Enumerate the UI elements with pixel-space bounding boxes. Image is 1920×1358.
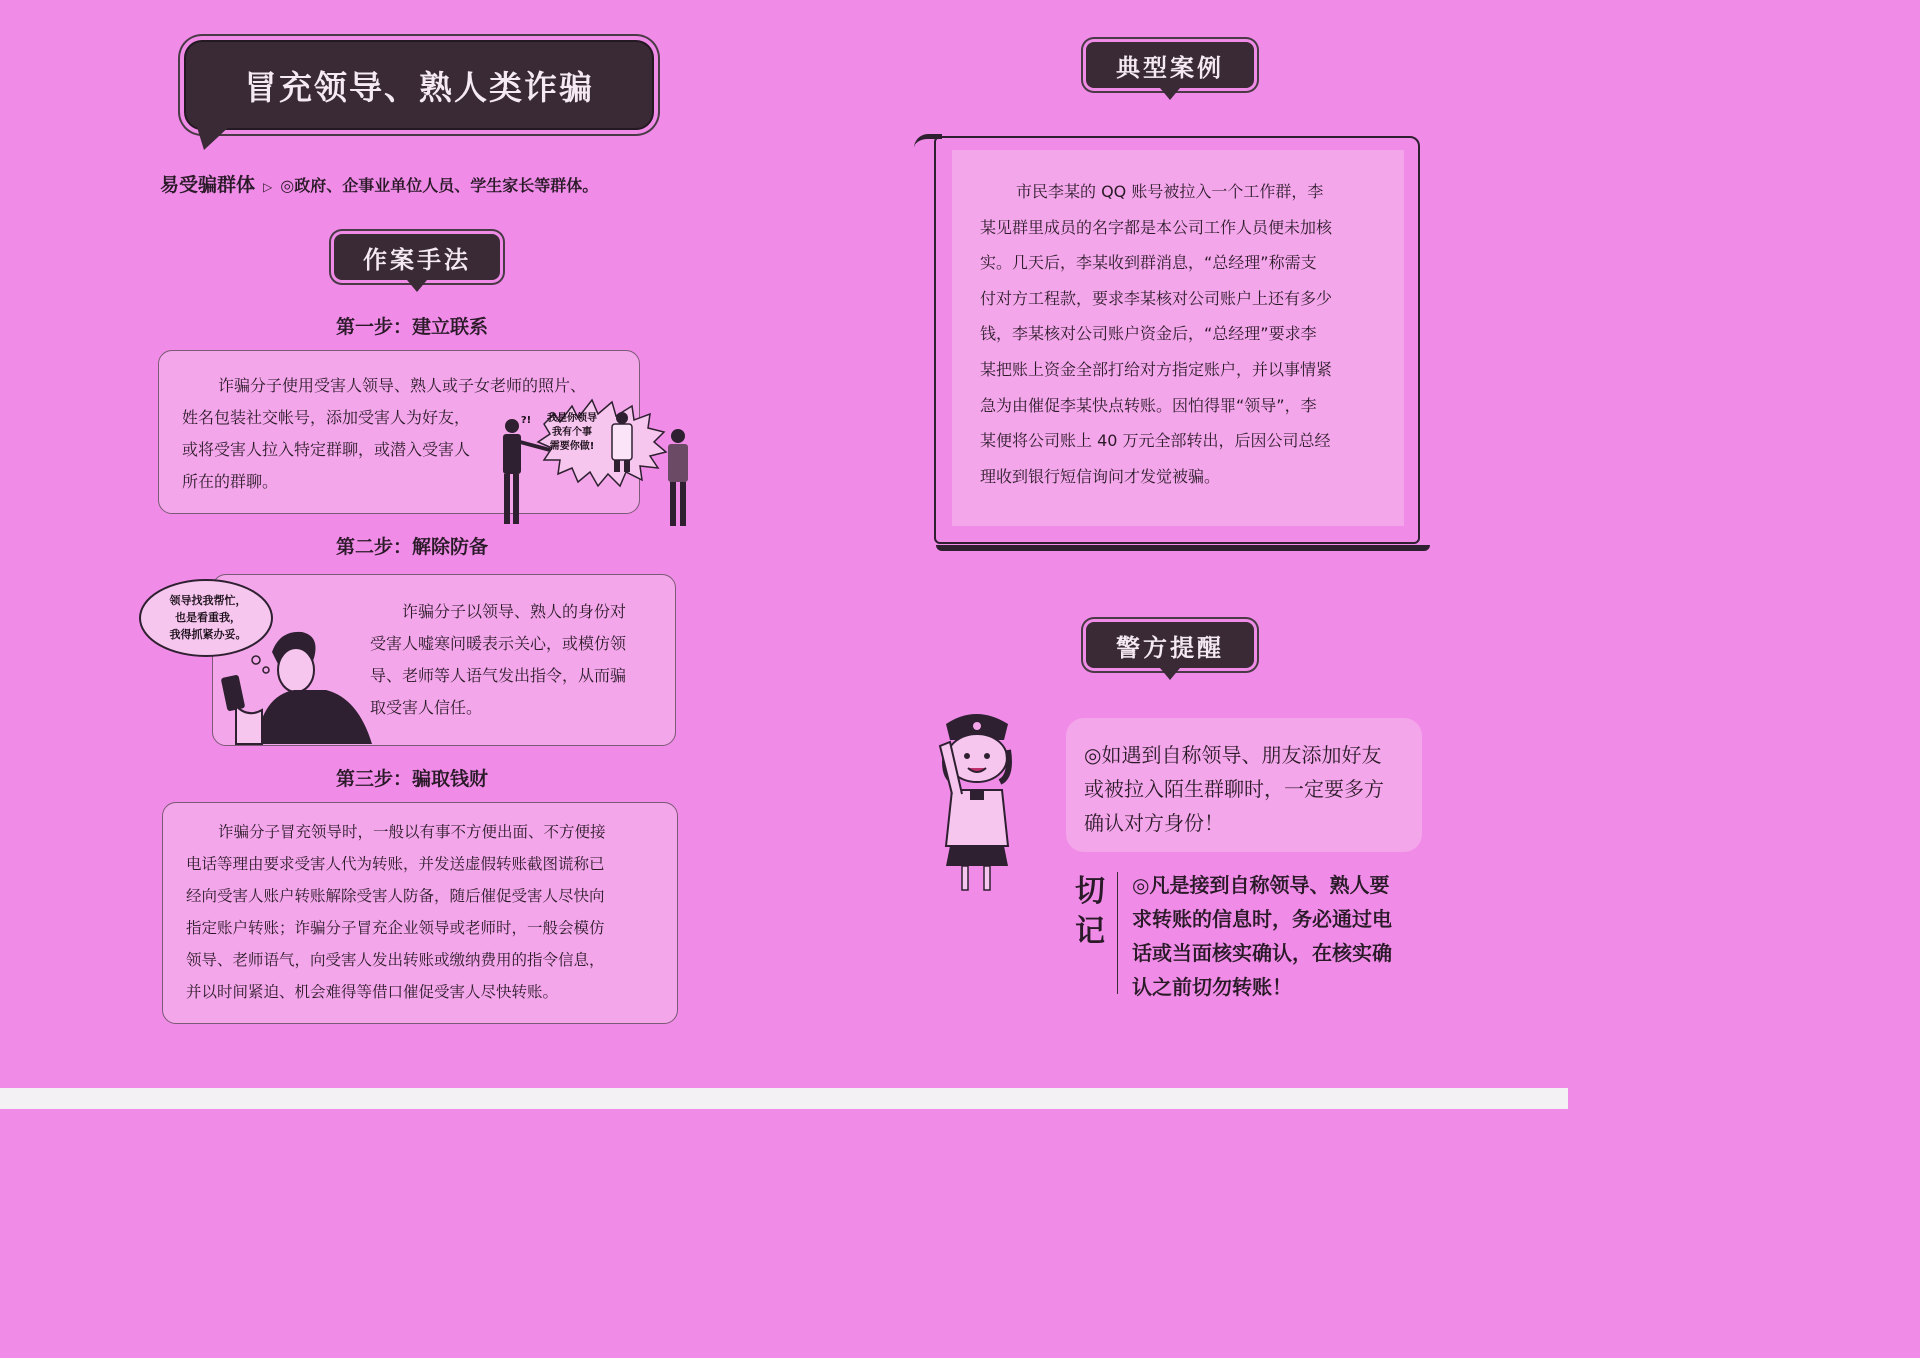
bubble-line: 我得抓紧办妥。 xyxy=(169,628,247,641)
tag-tail xyxy=(407,280,427,292)
bubble-line: 我有个事 xyxy=(552,427,592,438)
bubble-line: 需要你做! xyxy=(549,441,595,452)
remember-divider xyxy=(1117,872,1118,994)
page-title: 冒充领导、熟人类诈骗 xyxy=(244,67,594,107)
bubble-line: 领导找我帮忙， xyxy=(169,594,247,607)
victim-group-value: ◎政府、企事业单位人员、学生家长等群体。 xyxy=(280,176,599,195)
case-line: 市民李某的 QQ 账号被拉入一个工作群，李 xyxy=(1016,182,1324,201)
method-tag-label: 作案手法 xyxy=(363,244,471,274)
tip-line: ◎如遇到自称领导、朋友添加好友 xyxy=(1084,743,1382,767)
case-line: 付对方工程款，要求李某核对公司账户上还有多少 xyxy=(980,288,1333,308)
step2-line: 受害人嘘寒问暖表示关心，或模仿领 xyxy=(370,634,627,653)
step2-bubble-text xyxy=(146,592,270,643)
case-line: 实。几天后，李某收到群消息，“总经理”称需支 xyxy=(980,253,1317,273)
warning-text xyxy=(1132,868,1422,1004)
police-tag-label: 警方提醒 xyxy=(1116,632,1224,662)
step3-prefix: 第三步： xyxy=(336,768,413,790)
victim-group xyxy=(160,170,598,197)
case-tag xyxy=(1086,42,1254,88)
remember-char: 记 xyxy=(1075,914,1105,949)
case-line: 钱，李某核对公司账户资金后，“总经理”要求李 xyxy=(980,324,1317,344)
step3-title xyxy=(336,764,488,791)
banner-tail xyxy=(196,124,232,150)
step1-prefix: 第一步： xyxy=(336,316,413,338)
case-text xyxy=(980,174,1372,494)
bubble-line: 我是你领导 xyxy=(547,413,597,424)
bubble-line: 也是看重我， xyxy=(175,611,241,624)
scroll-curl xyxy=(914,134,942,149)
warning-line: 求转账的信息时，务必通过电 xyxy=(1132,907,1392,931)
step2-prefix: 第二步： xyxy=(336,536,413,558)
step2-line: 导、老师等人语气发出指令，从而骗 xyxy=(370,666,627,685)
step3-line: 领导、老师语气，向受害人发出转账或缴纳费用的指令信息， xyxy=(186,951,605,969)
remember-label xyxy=(1070,872,1110,952)
victim-figure xyxy=(668,429,688,526)
case-line: 急为由催促李某快点转账。因怕得罪“领导”，李 xyxy=(980,395,1317,415)
step2-name: 解除防备 xyxy=(412,536,489,558)
victim-group-label: 易受骗群体 xyxy=(160,174,256,196)
case-tag-label: 典型案例 xyxy=(1116,52,1224,82)
case-line: 某把账上资金全部打给对方指定账户，并以事情紧 xyxy=(980,359,1333,379)
step2-line: 取受害人信任。 xyxy=(370,698,483,717)
police-tag xyxy=(1086,622,1254,668)
tip-line: 或被拉入陌生群聊时，一定要多方 xyxy=(1084,777,1384,801)
page-bottom-strip xyxy=(0,1088,1568,1109)
step1-bubble-text xyxy=(538,412,606,454)
step1-line: 或将受害人拉入特定群聊，或潜入受害人 xyxy=(182,440,471,459)
step1-line: 诈骗分子使用受害人领导、熟人或子女老师的照片、 xyxy=(218,376,587,395)
case-line: 理收到银行短信询问才发觉被骗。 xyxy=(980,466,1221,486)
step2-line: 诈骗分子以领导、熟人的身份对 xyxy=(402,602,627,621)
bubble-mark: ?! xyxy=(520,415,532,426)
step3-line: 诈骗分子冒充领导时，一般以有事不方便出面、不方便接 xyxy=(218,823,606,841)
tip-box xyxy=(1066,718,1422,852)
step2-text xyxy=(370,596,670,724)
remember-char: 切 xyxy=(1075,874,1105,909)
police-officer-figure xyxy=(940,714,1009,890)
step3-line: 经向受害人账户转账解除受害人防备，随后催促受害人尽快向 xyxy=(186,887,605,905)
step2-title xyxy=(336,532,488,559)
warning-line: 话或当面核实确认，在核实确 xyxy=(1132,941,1392,965)
police-officer-illustration xyxy=(932,706,1022,896)
step3-line: 并以时间紧迫、机会难得等借口催促受害人尽快转账。 xyxy=(186,983,559,1001)
method-tag xyxy=(334,234,500,280)
case-line: 某便将公司账上 40 万元全部转出，后因公司总经 xyxy=(980,431,1331,451)
step3-text xyxy=(186,816,672,1008)
step1-title xyxy=(336,312,488,339)
warning-line: 认之前切勿转账！ xyxy=(1132,975,1292,999)
step1-name: 建立联系 xyxy=(412,316,489,338)
step1-line: 所在的群聊。 xyxy=(182,472,279,491)
step3-name: 骗取钱财 xyxy=(412,768,489,790)
title-banner xyxy=(184,40,654,130)
case-line: 某见群里成员的名字都是本公司工作人员便未加核 xyxy=(980,217,1333,237)
scroll-foot xyxy=(936,545,1430,551)
arrow-icon: ▷ xyxy=(263,180,273,194)
warning-line: ◎凡是接到自称领导、熟人要 xyxy=(1132,873,1390,897)
tip-text xyxy=(1084,738,1418,840)
step3-line: 指定账户转账；诈骗分子冒充企业领导或老师时，一般会模仿 xyxy=(186,919,605,937)
tag-tail xyxy=(1160,668,1180,680)
case-scroll xyxy=(934,136,1420,544)
step3-line: 电话等理由要求受害人代为转账，并发送虚假转账截图谎称已 xyxy=(186,855,605,873)
tip-line: 确认对方身份！ xyxy=(1084,811,1224,835)
tag-tail xyxy=(1160,88,1180,100)
step1-line: 姓名包装社交帐号，添加受害人为好友， xyxy=(182,408,471,427)
